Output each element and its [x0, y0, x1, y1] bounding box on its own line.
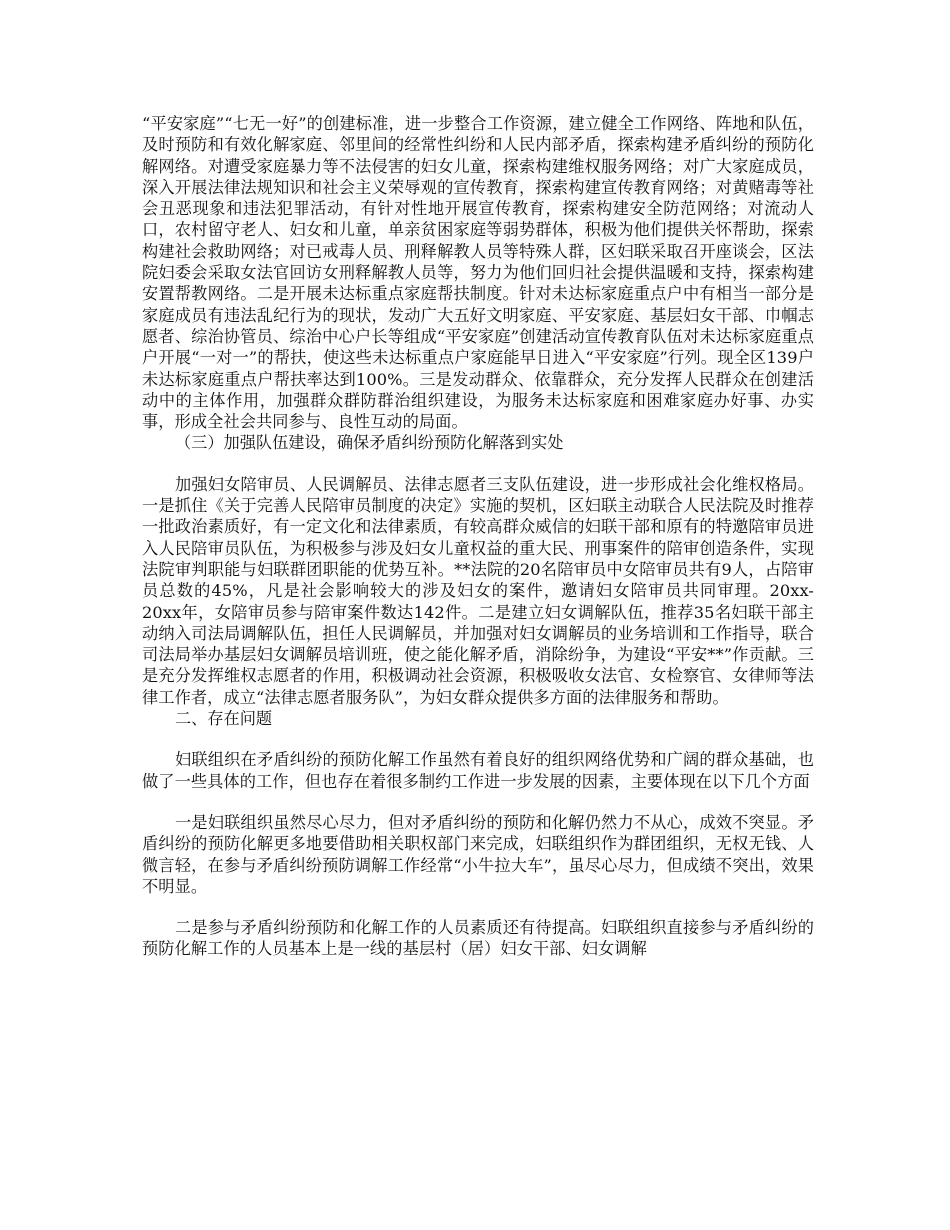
- document-body: [142, 113, 814, 960]
- paragraph-safe-family-networks: “平安家庭”“七无一好”的创建标准，进一步整合工作资源，建立健全工作网络、阵地和队伍，及时预防和有效化解家庭、邻里间的经常性纠纷和人民内部矛盾，探索构建矛盾纠纷的预防化解网络。对遭受家庭暴力等不法侵害的妇女儿童，探索构建维权服务网络；对广大家庭成员，深入开展法律法规知识和社会主义荣辱观的宣传教育，探索构建宣传教育网络；对黄赌毒等社会丑恶现象和违法犯罪活动，有针对性地开展宣传教育，探索构建安全防范网络；对流动人口，农村留守老人、妇女和儿童，单亲贫困家庭等弱势群体，积极为他们提供关怀帮助，探索构建社会救助网络；对已戒毒人员、刑释解教人员等特殊人群，区妇联采取召开座谈会，区法院妇委会采取女法官回访女刑释解教人员等，努力为他们回归社会提供温暖和支持，探索构建安置帮教网络。二是开展未达标重点家庭帮扶制度。针对未达标家庭重点户中有相当一部分是家庭成员有违法乱纪行为的现状，发动广大五好文明家庭、平安家庭、基层妇女干部、巾帼志愿者、综治协管员、综治中心户长等组成“平安家庭”创建活动宣传教育队伍对未达标家庭重点户开展“一对一”的帮扶，使这些未达标重点户家庭能早日进入“平安家庭”行列。现全区139户未达标家庭重点户帮扶率达到100%。三是发动群众、依靠群众，充分发挥人民群众在创建活动中的主体作用，加强群众群防群治组织建设，为服务未达标家庭和困难家庭办好事、办实事，形成全社会共同参与、良性互动的局面。: [142, 114, 814, 432]
- section-heading-team-building: （三）加强队伍建设，确保矛盾纠纷预防化解落到实处: [175, 433, 564, 453]
- paragraph-problem-two: 二是参与矛盾纠纷预防和化解工作的人员素质还有待提高。妇联组织直接参与矛盾纠纷的预防化解工作的人员基本上是一线的基层村（居）妇女干部、妇女调解: [142, 918, 814, 959]
- section-heading-existing-problems: 二、存在问题: [175, 709, 273, 729]
- paragraph-problems-intro: 妇联组织在矛盾纠纷的预防化解工作虽然有着良好的组织网络优势和广阔的群众基础，也做了一些具体的工作，但也存在着很多制约工作进一步发展的因素，主要体现在以下几个方面: [142, 750, 814, 791]
- paragraph-problem-one: 一是妇联组织虽然尽心尽力，但对矛盾纠纷的预防和化解仍然力不从心，成效不突显。矛盾纠纷的预防化解更多地要借助相关职权部门来完成，妇联组织作为群团组织，无权无钱、人微言轻，在参与矛盾纠纷预防调解工作经常“小牛拉大车”，虽尽心尽力，但成绩不突出，效果不明显。: [142, 812, 814, 896]
- paragraph-team-building: 加强妇女陪审员、人民调解员、法律志愿者三支队伍建设，进一步形成社会化维权格局。一是抓住《关于完善人民陪审员制度的决定》实施的契机，区妇联主动联合人民法院及时推荐一批政治素质好，有一定文化和法律素质，有较高群众威信的妇联干部和原有的特邀陪审员进入人民陪审员队伍，为积极参与涉及妇女儿童权益的重大民、刑事案件的陪审创造条件，实现法院审判职能与妇联群团职能的优势互补。**法院的20名陪审员中女陪审员共有9人，占陪审员总数的45%，凡是社会影响较大的涉及妇女的案件，邀请妇女陪审员共同审理。20xx-20xx年，女陪审员参与陪审案件数达142件。二是建立妇女调解队伍，推荐35名妇联干部主动纳入司法局调解队伍，担任人民调解员，并加强对妇女调解员的业务培训和工作指导，联合司法局举办基层妇女调解员培训班，使之能化解矛盾，消除纷争，为建设“平安**”作贡献。三是充分发挥维权志愿者的作用，积极调动社会资源，积极吸收女法官、女检察官、女律师等法律工作者，成立“法律志愿者服务队”，为妇女群众提供多方面的法律服务和帮助。: [142, 474, 814, 707]
